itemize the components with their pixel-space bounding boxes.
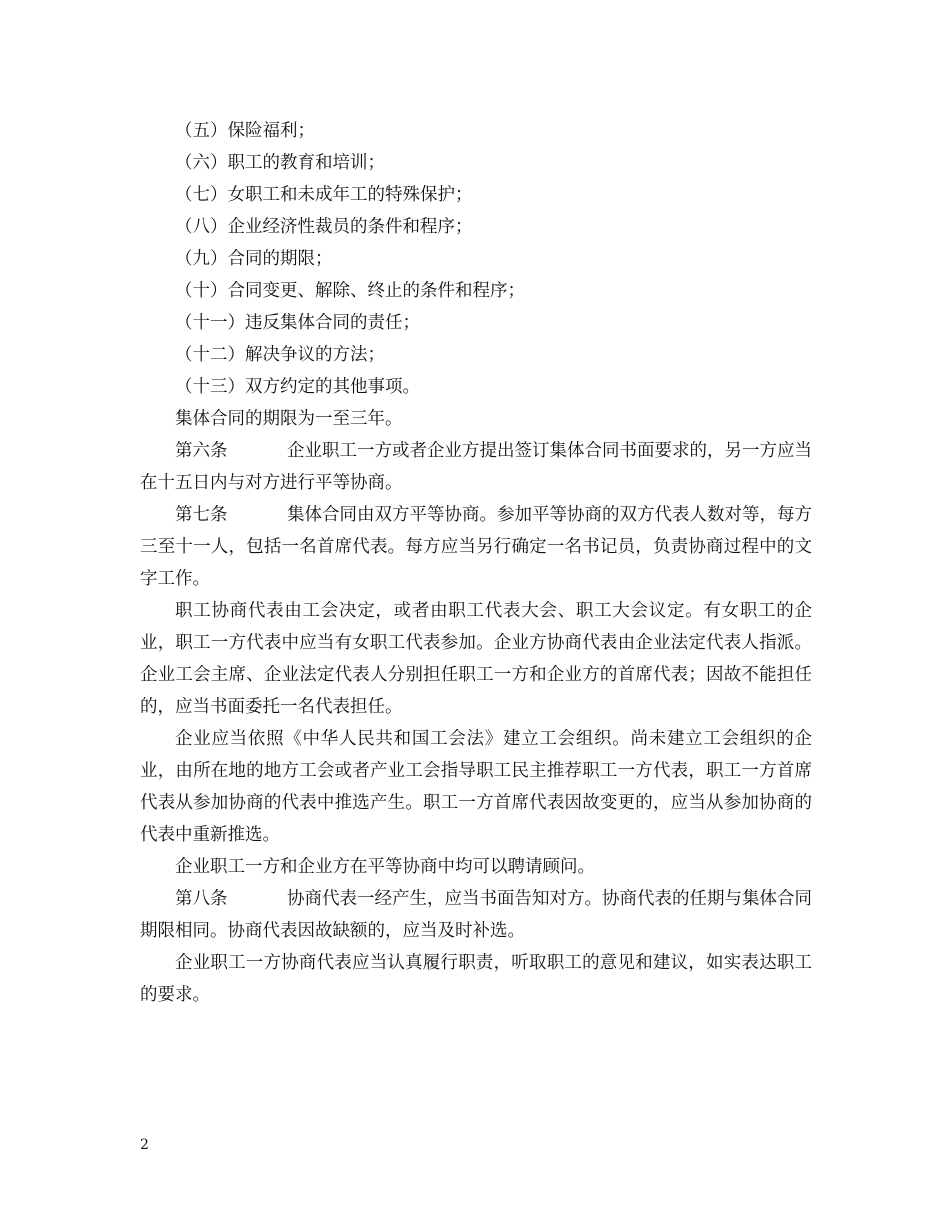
paragraph-union-representatives: 职工协商代表由工会决定，或者由职工代表大会、职工大会议定。有女职工的企业，职工一方代表中应当有女职工代表参加。企业方协商代表由企业法定代表人指派。企业工会主席、企业法定代表人分别担任职工一方和企业方的首席代表；因故不能担任的，应当书面委托一名代表担任。 <box>140 601 812 717</box>
list-item-liability: （十一）违反集体合同的责任； <box>175 313 420 333</box>
list-item-special-protection: （七）女职工和未成年工的特殊保护； <box>175 185 473 205</box>
list-item-layoffs: （八）企业经济性裁员的条件和程序； <box>175 217 473 237</box>
list-item-insurance: （五）保险福利； <box>175 121 315 141</box>
article-8-number: 第八条 <box>175 889 228 909</box>
list-item-changes: （十）合同变更、解除、终止的条件和程序； <box>175 281 525 301</box>
list-item-other: （十三）双方约定的其他事项。 <box>175 377 420 397</box>
paragraph-representative-duties: 企业职工一方协商代表应当认真履行职责，听取职工的意见和建议，如实表达职工的要求。 <box>140 953 812 1005</box>
article-7-text: 集体合同由双方平等协商。参加平等协商的双方代表人数对等，每方三至十一人，包括一名首席代表。每方应当另行确定一名书记员，负责协商过程中的文字工作。 <box>140 505 812 589</box>
paragraph-union-organization: 企业应当依照《中华人民共和国工会法》建立工会组织。尚未建立工会组织的企业，由所在地的地方工会或者产业工会指导职工民主推荐职工一方代表，职工一方首席代表从参加协商的代表中推选产生。职工一方首席代表因故变更的，应当从参加协商的代表中重新推选。 <box>140 729 812 845</box>
list-item-term: （九）合同的期限； <box>175 249 333 269</box>
page-number: 2 <box>140 1137 149 1153</box>
article-8 <box>140 883 812 947</box>
document-body <box>140 115 812 1011</box>
paragraph-advisors: 企业职工一方和企业方在平等协商中均可以聘请顾问。 <box>175 857 595 877</box>
article-8-text: 协商代表一经产生，应当书面告知对方。协商代表的任期与集体合同期限相同。协商代表因故缺额的，应当及时补选。 <box>140 889 812 941</box>
article-6 <box>140 435 812 499</box>
list-item-education: （六）职工的教育和培训； <box>175 153 385 173</box>
article-7-number: 第七条 <box>175 505 228 525</box>
article-6-number: 第六条 <box>175 441 228 461</box>
article-7 <box>140 499 812 595</box>
article-6-text: 企业职工一方或者企业方提出签订集体合同书面要求的，另一方应当在十五日内与对方进行平等协商。 <box>140 441 812 493</box>
contract-term-note: 集体合同的期限为一至三年。 <box>175 409 403 429</box>
list-item-disputes: （十二）解决争议的方法； <box>175 345 385 365</box>
